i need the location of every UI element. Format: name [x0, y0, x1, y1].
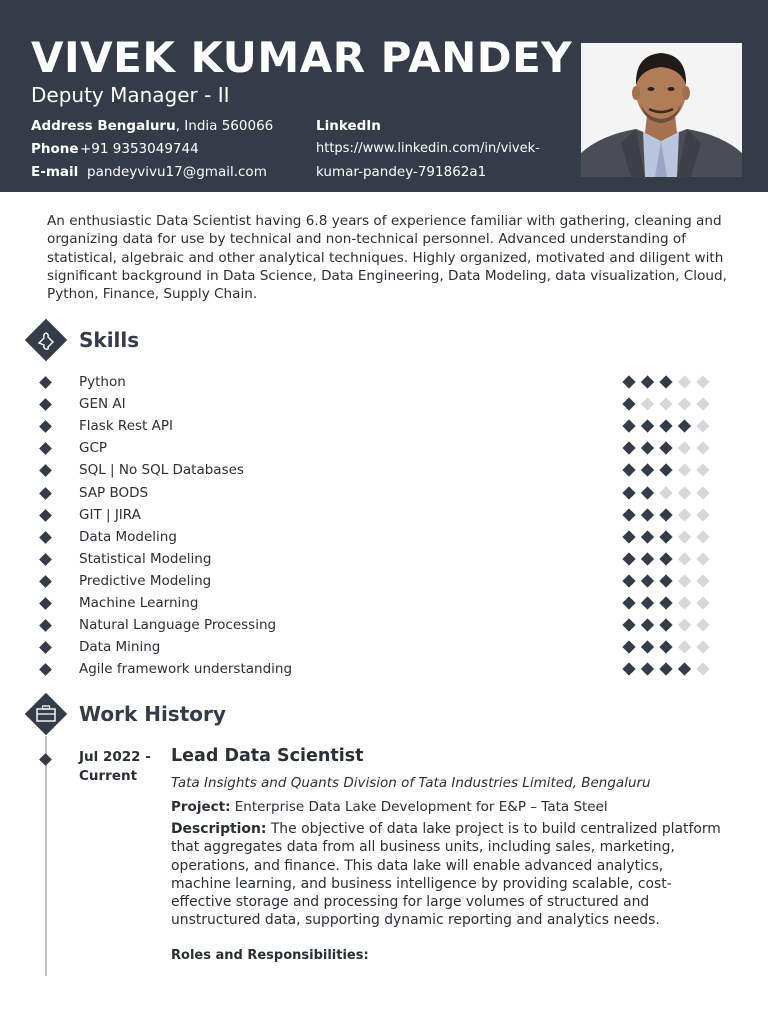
- skill-diamond-icon: [39, 464, 52, 477]
- skill-row: [0, 393, 768, 415]
- rating-diamond-empty: [696, 596, 709, 609]
- professional-summary: An enthusiastic Data Scientist having 6.8 years of experience familiar with gathering, cleaning and organizing data for use by technical and non-technical personnel. Advanced understanding of statistical, algebraic and other analytical techniques. Highly organized, motivated and diligent with significant background in Data Science, Data Engineering, Data Modeling, data visualization, Cloud, Python, Finance, Supply Chain.: [47, 213, 727, 303]
- rating-diamond-filled: [678, 420, 691, 433]
- address-value: , India 560066: [175, 118, 274, 134]
- skill-diamond-icon: [39, 663, 52, 676]
- rating-diamond-filled: [641, 552, 654, 565]
- rating-diamond-empty: [641, 397, 654, 410]
- skill-rating: [622, 552, 714, 566]
- rating-diamond-filled: [659, 618, 672, 631]
- skill-name: SAP BODS: [79, 484, 149, 501]
- skill-diamond-icon: [39, 575, 52, 588]
- job-date: [79, 748, 159, 786]
- timeline-diamond-icon: [39, 753, 52, 766]
- skill-row: [0, 526, 768, 548]
- email-link[interactable]: pandeyvivu17@gmail.com: [87, 164, 267, 180]
- rating-diamond-empty: [678, 618, 691, 631]
- skill-name: GCP: [79, 440, 108, 457]
- rating-diamond-filled: [641, 508, 654, 521]
- skill-name: Natural Language Processing: [79, 617, 277, 634]
- rating-diamond-filled: [622, 375, 635, 388]
- rating-diamond-empty: [659, 397, 672, 410]
- skill-row: [0, 570, 768, 592]
- job-title-heading: Deputy Manager - II: [31, 83, 230, 107]
- rating-diamond-filled: [622, 420, 635, 433]
- rating-diamond-filled: [659, 375, 672, 388]
- skill-diamond-icon: [39, 553, 52, 566]
- skill-row: [0, 592, 768, 614]
- rating-diamond-filled: [622, 596, 635, 609]
- rating-diamond-empty: [696, 420, 709, 433]
- skill-name: Data Mining: [79, 639, 161, 656]
- skill-diamond-icon: [39, 597, 52, 610]
- linkedin-url-line2[interactable]: kumar-pandey-791862a1: [316, 164, 487, 180]
- skill-name: Agile framework understanding: [79, 661, 293, 678]
- skill-diamond-icon: [39, 376, 52, 389]
- rating-diamond-empty: [696, 486, 709, 499]
- timeline-line: [45, 736, 47, 976]
- skill-row: [0, 548, 768, 570]
- skill-row: [0, 415, 768, 437]
- skill-rating: [622, 618, 714, 632]
- rating-diamond-filled: [622, 663, 635, 676]
- skill-rating: [622, 486, 714, 500]
- rating-diamond-filled: [622, 618, 635, 631]
- rating-diamond-filled: [622, 397, 635, 410]
- rating-diamond-empty: [678, 641, 691, 654]
- rating-diamond-filled: [659, 552, 672, 565]
- rating-diamond-filled: [659, 596, 672, 609]
- profile-photo: [581, 43, 742, 177]
- rating-diamond-empty: [678, 552, 691, 565]
- description-value: The objective of data lake project is to build centralized platform that aggregates data from all business units, including sales, marketing, operations, and finance. This data lake will enable advanced analytics, machine learning, and business intelligence by providing scalable, cost-effective storage and processing for large volumes of structured and unstructured data, supporting dynamic reporting and analytics needs.: [171, 821, 721, 929]
- address: [31, 118, 273, 134]
- rating-diamond-filled: [659, 663, 672, 676]
- rating-diamond-filled: [659, 464, 672, 477]
- skill-row: [0, 371, 768, 393]
- puzzle-icon: [24, 318, 68, 362]
- skill-diamond-icon: [39, 398, 52, 411]
- rating-diamond-filled: [678, 663, 691, 676]
- skill-name: Python: [79, 374, 126, 390]
- rating-diamond-filled: [659, 508, 672, 521]
- email: [31, 164, 267, 180]
- rating-diamond-empty: [696, 663, 709, 676]
- skill-rating: [622, 375, 714, 389]
- phone-label: Phone: [31, 141, 79, 157]
- rating-diamond-empty: [678, 508, 691, 521]
- rating-diamond-filled: [659, 641, 672, 654]
- rating-diamond-filled: [622, 552, 635, 565]
- skill-row: [0, 459, 768, 481]
- skill-rating: [622, 574, 714, 588]
- skill-name: Flask Rest API: [79, 418, 173, 435]
- rating-diamond-empty: [678, 375, 691, 388]
- rating-diamond-empty: [696, 442, 709, 455]
- skill-rating: [622, 596, 714, 610]
- candidate-name: VIVEK KUMAR PANDEY: [31, 33, 573, 82]
- rating-diamond-filled: [641, 375, 654, 388]
- job-date-start: Jul 2022 -: [79, 749, 151, 765]
- briefcase-icon: [24, 692, 68, 736]
- rating-diamond-filled: [641, 442, 654, 455]
- skill-name: SQL | No SQL Databases: [79, 462, 244, 479]
- rating-diamond-filled: [659, 574, 672, 587]
- rating-diamond-empty: [678, 464, 691, 477]
- skill-rating: [622, 397, 714, 411]
- skill-diamond-icon: [39, 420, 52, 433]
- skill-row: [0, 482, 768, 504]
- rating-diamond-filled: [622, 442, 635, 455]
- skill-rating: [622, 463, 714, 477]
- rating-diamond-filled: [622, 530, 635, 543]
- project-label: Project:: [171, 799, 231, 815]
- skill-row: [0, 504, 768, 526]
- rating-diamond-filled: [622, 486, 635, 499]
- job-title: Lead Data Scientist: [171, 746, 364, 766]
- rating-diamond-filled: [659, 530, 672, 543]
- skill-diamond-icon: [39, 619, 52, 632]
- rating-diamond-filled: [641, 596, 654, 609]
- rating-diamond-empty: [696, 397, 709, 410]
- skill-diamond-icon: [39, 509, 52, 522]
- rating-diamond-empty: [696, 574, 709, 587]
- resume-header: [0, 0, 768, 192]
- rating-diamond-empty: [696, 530, 709, 543]
- skill-rating: [622, 640, 714, 654]
- rating-diamond-filled: [622, 641, 635, 654]
- rating-diamond-empty: [659, 486, 672, 499]
- email-label: E-mail: [31, 164, 79, 180]
- rating-diamond-empty: [696, 641, 709, 654]
- skill-rating: [622, 530, 714, 544]
- skill-row: [0, 658, 768, 680]
- skill-rating: [622, 419, 714, 433]
- skill-row: [0, 614, 768, 636]
- work-history-heading: Work History: [79, 702, 226, 726]
- rating-diamond-empty: [696, 552, 709, 565]
- rating-diamond-filled: [641, 486, 654, 499]
- skill-name: Predictive Modeling: [79, 572, 212, 589]
- skills-heading: Skills: [79, 328, 140, 352]
- job-company: Tata Insights and Quants Division of Tata Industries Limited, Bengaluru: [171, 775, 651, 791]
- rating-diamond-empty: [678, 397, 691, 410]
- project-value: Enterprise Data Lake Development for E&P – Tata Steel: [230, 799, 608, 815]
- rating-diamond-empty: [678, 574, 691, 587]
- rating-diamond-empty: [696, 508, 709, 521]
- roles-heading: Roles and Responsibilities:: [171, 948, 369, 963]
- rating-diamond-filled: [641, 420, 654, 433]
- skill-name: Data Modeling: [79, 528, 177, 545]
- rating-diamond-empty: [696, 464, 709, 477]
- rating-diamond-empty: [696, 618, 709, 631]
- rating-diamond-filled: [622, 574, 635, 587]
- rating-diamond-filled: [659, 420, 672, 433]
- skill-name: GIT | JIRA: [79, 506, 141, 523]
- rating-diamond-empty: [678, 442, 691, 455]
- rating-diamond-filled: [641, 530, 654, 543]
- phone-value: +91 9353049744: [80, 141, 199, 157]
- rating-diamond-empty: [678, 596, 691, 609]
- description-label: Description:: [171, 821, 267, 837]
- rating-diamond-empty: [678, 486, 691, 499]
- linkedin-label: LinkedIn: [316, 118, 381, 134]
- job-date-end: Current: [79, 768, 138, 784]
- phone: [31, 141, 199, 157]
- skill-diamond-icon: [39, 487, 52, 500]
- rating-diamond-empty: [696, 375, 709, 388]
- rating-diamond-filled: [622, 464, 635, 477]
- skill-diamond-icon: [39, 442, 52, 455]
- rating-diamond-filled: [641, 641, 654, 654]
- rating-diamond-filled: [622, 508, 635, 521]
- skill-rating: [622, 662, 714, 676]
- skill-row: [0, 437, 768, 459]
- rating-diamond-filled: [659, 442, 672, 455]
- skill-name: GEN AI: [79, 396, 126, 413]
- skill-name: Machine Learning: [79, 595, 199, 611]
- job-project: [171, 799, 608, 815]
- skill-name: Statistical Modeling: [79, 550, 212, 567]
- skill-rating: [622, 441, 714, 455]
- skill-diamond-icon: [39, 531, 52, 544]
- skill-rating: [622, 508, 714, 522]
- skill-diamond-icon: [39, 641, 52, 654]
- rating-diamond-filled: [641, 618, 654, 631]
- job-description: [171, 820, 726, 930]
- rating-diamond-filled: [641, 663, 654, 676]
- rating-diamond-empty: [678, 530, 691, 543]
- skill-row: [0, 636, 768, 658]
- rating-diamond-filled: [641, 574, 654, 587]
- address-label: Address Bengaluru: [31, 118, 176, 134]
- rating-diamond-filled: [641, 464, 654, 477]
- linkedin-url-line1[interactable]: https://www.linkedin.com/in/vivek-: [316, 141, 540, 156]
